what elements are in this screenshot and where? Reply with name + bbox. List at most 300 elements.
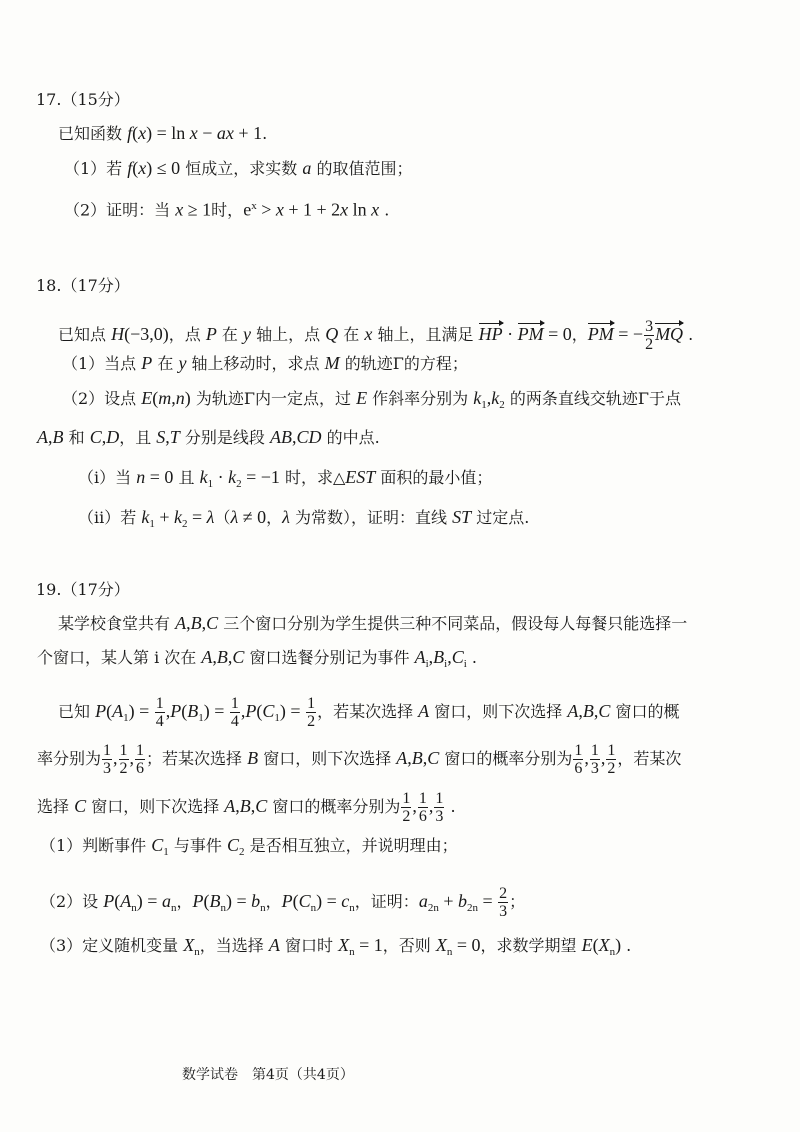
fraction-numerator: 1 (307, 695, 316, 712)
math-variable: P (141, 353, 153, 373)
fraction (102, 742, 112, 777)
text: ； (509, 892, 526, 911)
math-symbol: ) = (279, 701, 306, 721)
math-variable: x (175, 199, 184, 220)
fraction (434, 790, 444, 825)
text: ，否则 (382, 936, 436, 955)
math-variable: x (138, 123, 147, 143)
math-symbol: , (428, 647, 434, 667)
math-variable: P (170, 701, 182, 721)
math-variable: C (74, 796, 87, 816)
math-variable: B (247, 748, 259, 768)
math-symbol: , (584, 748, 589, 768)
math-variable: P (192, 891, 204, 911)
math-variable: C (89, 427, 102, 447)
fraction-denominator: 2 (607, 760, 616, 777)
text: （i）当 (78, 468, 137, 487)
text: 为常数），证明：直线 (289, 508, 453, 527)
math-symbol: ( (152, 388, 159, 408)
subscript: 2 (236, 478, 242, 491)
fraction-denominator: 3 (499, 903, 508, 920)
math-symbol: , (600, 748, 606, 768)
math-symbol: , (412, 796, 417, 816)
math-variable: x (138, 158, 147, 178)
page-footer (182, 1065, 354, 1085)
subscript: n (446, 946, 453, 959)
math-variable: λ (206, 507, 215, 527)
math-symbol: = 0 (543, 324, 572, 344)
text: . (379, 200, 390, 220)
math-symbol: + (438, 891, 458, 911)
math-symbol: e (243, 199, 252, 220)
text: . (445, 797, 456, 816)
subscript: 1 (123, 712, 129, 725)
question-19-given-3 (37, 790, 456, 825)
math-variable: CD (296, 427, 322, 447)
math-variable: x (275, 199, 284, 220)
fraction-numerator: 1 (230, 695, 239, 712)
fraction-denominator: 4 (155, 713, 164, 730)
math-symbol: , (407, 748, 412, 768)
text: 是否相互独立，并说明理由； (244, 836, 458, 855)
text: ， (265, 892, 282, 911)
fraction (573, 742, 583, 777)
math-variable: B (190, 613, 202, 633)
text: ，当选择 (199, 936, 269, 955)
fraction (230, 695, 240, 730)
text: 窗口时 (279, 936, 339, 955)
question-19-stem-2 (37, 647, 477, 674)
math-symbol: = 0 (452, 935, 481, 955)
subscript: 1 (163, 846, 169, 859)
text: 窗口，则下次选择 (429, 702, 568, 721)
math-variable: x (340, 199, 349, 220)
text: 率分别为 (37, 749, 102, 768)
text: 窗口，则下次选择 (258, 749, 397, 768)
subscript: n (220, 902, 226, 915)
math-variable: B (216, 647, 228, 667)
question-19-given-2 (37, 742, 681, 777)
fraction-numerator: 1 (119, 742, 128, 759)
text: 已知函数 (58, 124, 128, 143)
math-symbol: , (235, 796, 240, 816)
math-variable: a (418, 891, 428, 911)
math-variable: C (298, 891, 311, 911)
math-variable: A (418, 701, 430, 721)
text: 时， (211, 200, 244, 220)
math-symbol: , (186, 613, 191, 633)
text: 窗口的概率分别为 (267, 797, 401, 816)
math-variable: B (239, 796, 251, 816)
math-symbol: ( (114, 891, 121, 911)
text: ，证明： (354, 892, 419, 911)
math-variable: n (136, 467, 146, 487)
math-variable: X (338, 935, 350, 955)
math-variable: k (141, 507, 150, 527)
math-variable: E (141, 388, 153, 408)
fraction-denominator: 2 (402, 808, 411, 825)
math-variable: Q (325, 324, 339, 344)
text: 窗口的概 (610, 702, 680, 721)
math-symbol: , (486, 388, 492, 408)
math-variable: D (106, 427, 120, 447)
text: ， (176, 892, 193, 911)
math-variable: S (156, 427, 166, 447)
math-variable: C (255, 796, 268, 816)
math-variable: C (427, 748, 440, 768)
math-symbol: , (201, 613, 207, 633)
math-variable: ST (452, 507, 472, 527)
math-symbol: ) = (136, 891, 162, 911)
vector: HP (478, 324, 503, 344)
text: 在 (338, 325, 365, 344)
math-variable: c (341, 891, 350, 911)
math-symbol: ( (181, 701, 188, 721)
text: 恒成立，求实数 (180, 159, 303, 178)
text: 轴上，点 (251, 325, 326, 344)
math-variable: ax (216, 123, 234, 143)
math-variable: A (37, 427, 48, 447)
text: （ii）若 (78, 508, 142, 527)
math-variable: A (120, 891, 132, 911)
math-variable: C (598, 701, 611, 721)
text: ，点 (168, 325, 206, 344)
fraction-denominator: 2 (307, 713, 316, 730)
math-variable: k (473, 388, 482, 408)
text: 已知点 (58, 325, 112, 344)
text: ，且 (119, 428, 157, 447)
fraction (155, 695, 165, 730)
math-variable: P (103, 891, 115, 911)
text: ，若某次 (617, 749, 682, 768)
vector: PM (587, 324, 614, 344)
question-17-header (36, 90, 130, 110)
superscript: x (251, 200, 257, 212)
question-19-given-1 (58, 695, 679, 730)
question-17-part-1 (64, 158, 412, 179)
math-variable: C (451, 647, 464, 667)
text: 在 (216, 325, 244, 344)
math-variable: B (582, 701, 594, 721)
fraction-numerator: 1 (590, 742, 599, 759)
subscript: 1 (207, 478, 214, 491)
subscript: 1 (481, 399, 487, 412)
math-symbol: = 1 (354, 935, 383, 955)
math-variable: k (173, 507, 182, 527)
math-symbol: ( (256, 701, 263, 721)
question-19-stem-1 (58, 613, 687, 634)
math-symbol: , (447, 647, 452, 667)
math-variable: B (187, 701, 199, 721)
math-symbol: ln (348, 199, 372, 220)
question-19-part-2 (40, 885, 525, 920)
math-symbol: = 0 (145, 467, 174, 487)
math-variable: k (199, 467, 208, 487)
math-symbol: , (165, 701, 171, 721)
math-variable: P (245, 701, 257, 721)
text: ， (571, 325, 588, 344)
fraction-numerator: 1 (103, 742, 112, 759)
text: 已知 (58, 702, 96, 721)
subscript: n (609, 946, 616, 959)
subscript: 2 (239, 846, 245, 859)
question-19-part-1 (40, 835, 458, 862)
text: 的轨迹Γ的方程； (339, 354, 468, 373)
math-symbol: ) = ln (146, 123, 190, 143)
subscript: 2n (466, 902, 478, 915)
fraction-numerator: 2 (499, 885, 508, 902)
text: 过定点. (471, 508, 530, 527)
text: （2）设 (40, 892, 104, 911)
subscript: n (349, 946, 355, 959)
text: 18.（17分） (36, 276, 130, 295)
text: 的中点. (321, 428, 380, 447)
fraction (306, 695, 316, 730)
question-18-part-2a (62, 388, 681, 415)
math-variable: E (581, 935, 593, 955)
math-variable: AB (270, 427, 292, 447)
math-symbol: ( (203, 891, 210, 911)
math-variable: A (567, 701, 579, 721)
text: 的两条直线交轨迹Γ于点 (504, 389, 681, 408)
text: 在 (152, 354, 179, 373)
math-variable: C (151, 835, 164, 855)
subscript: n (310, 902, 317, 915)
fraction-denominator: 6 (574, 760, 583, 777)
math-variable: X (183, 935, 195, 955)
fraction (418, 790, 428, 825)
question-18-part-2b (37, 427, 380, 448)
fraction-denominator: 3 (590, 760, 599, 777)
math-symbol: = − (613, 324, 644, 344)
math-variable: f (127, 158, 133, 178)
vector: PM (517, 324, 544, 344)
math-symbol: ) (615, 935, 622, 955)
math-symbol: , (101, 427, 107, 447)
math-variable: k (491, 388, 500, 408)
text: 轴上，且满足 (372, 325, 479, 344)
math-variable: m (158, 388, 172, 408)
math-symbol: ≥ 1 (183, 199, 212, 220)
question-18-header (36, 276, 130, 296)
vector: MQ (655, 324, 684, 344)
math-symbol: ) (184, 388, 191, 408)
text: 数学试卷 第4页（共4页） (182, 1067, 354, 1083)
math-variable: b (457, 891, 467, 911)
fraction (119, 742, 129, 777)
math-variable: k (228, 467, 237, 487)
subscript: 1 (274, 712, 280, 725)
question-19-part-3 (40, 935, 631, 962)
math-variable: P (281, 891, 293, 911)
subscript: n (194, 946, 200, 959)
math-variable: A (224, 796, 236, 816)
text: . (621, 936, 632, 955)
question-17-stem (58, 123, 267, 144)
math-symbol: , (428, 796, 434, 816)
math-symbol: + (154, 507, 174, 527)
text: ，求数学期望 (480, 936, 582, 955)
math-symbol: , (227, 647, 233, 667)
math-variable: y (178, 353, 187, 373)
math-variable: λ (282, 507, 290, 527)
text: 某学校食堂共有 (58, 614, 176, 633)
math-variable: M (324, 353, 340, 373)
fraction (644, 318, 654, 353)
math-variable: C (262, 701, 275, 721)
fraction-denominator: 2 (119, 760, 128, 777)
fraction (401, 790, 411, 825)
math-variable: P (95, 701, 107, 721)
fraction-numerator: 3 (645, 318, 654, 335)
math-variable: b (251, 891, 261, 911)
math-variable: a (302, 158, 312, 178)
math-variable: H (111, 324, 125, 344)
text: （3）定义随机变量 (40, 936, 184, 955)
math-variable: A (201, 647, 213, 667)
math-symbol: ) = (203, 701, 229, 721)
math-symbol: , (292, 427, 297, 447)
math-symbol: , (171, 388, 176, 408)
text: 作斜率分别为 (367, 389, 474, 408)
text: 分别是线段 (179, 428, 270, 447)
math-symbol: > (256, 199, 276, 220)
math-symbol: (−3,0) (124, 324, 169, 344)
math-variable: C (226, 835, 239, 855)
subscript: 1 (149, 518, 155, 531)
subscript: 2 (499, 399, 505, 412)
math-symbol: ( (292, 891, 299, 911)
text: 窗口，则下次选择 (86, 797, 225, 816)
text: 19.（17分） (36, 580, 130, 599)
subscript: i (463, 658, 467, 671)
math-symbol: = (477, 891, 498, 911)
math-symbol: ) = (316, 891, 342, 911)
math-variable: n (175, 388, 185, 408)
math-symbol: = (187, 507, 207, 527)
math-symbol: · (213, 467, 229, 487)
subscript: i (444, 658, 448, 671)
text: ， (266, 508, 283, 527)
math-symbol: , (593, 701, 599, 721)
math-variable: B (52, 427, 64, 447)
fraction (606, 742, 616, 777)
math-variable: C (206, 613, 219, 633)
math-symbol: ) ≤ 0 (146, 158, 181, 178)
math-symbol: − (197, 123, 217, 143)
math-variable: A (112, 701, 124, 721)
math-variable: a (161, 891, 171, 911)
math-symbol: + 1 (233, 123, 263, 143)
text: 时，求△ (279, 468, 346, 487)
math-symbol: , (113, 748, 118, 768)
question-18-part-ii (78, 507, 529, 534)
text: （1）判断事件 (40, 836, 152, 855)
fraction-numerator: 1 (136, 742, 145, 759)
math-variable: T (169, 427, 180, 447)
fraction-denominator: 3 (435, 808, 444, 825)
fraction-numerator: 1 (418, 790, 427, 807)
text: 窗口的概率分别为 (439, 749, 573, 768)
text: （ (214, 508, 231, 527)
math-variable: A (175, 613, 187, 633)
subscript: n (131, 902, 137, 915)
math-variable: A (414, 647, 426, 667)
math-symbol: ( (132, 123, 139, 143)
math-variable: E (356, 388, 368, 408)
question-17-part-2 (64, 196, 389, 220)
math-variable: x (189, 123, 198, 143)
math-variable: B (433, 647, 445, 667)
math-symbol: + 1 + 2 (283, 199, 341, 220)
subscript: n (349, 902, 355, 915)
subscript: n (170, 902, 177, 915)
text: （1）若 (64, 159, 128, 178)
text: 的取值范围； (311, 159, 413, 178)
fraction-denominator: 3 (103, 760, 112, 777)
math-variable: A (268, 935, 280, 955)
subscript: 2 (181, 518, 188, 531)
math-variable: B (209, 891, 221, 911)
math-symbol: , (212, 647, 217, 667)
fraction-denominator: 2 (645, 336, 654, 353)
subscript: n (260, 902, 266, 915)
fraction-numerator: 1 (155, 695, 164, 712)
text: 面积的最小值； (375, 468, 493, 487)
math-variable: X (598, 935, 610, 955)
text: 轴上移动时，求点 (186, 354, 325, 373)
fraction-denominator: 6 (136, 760, 145, 777)
subscript: 2n (427, 902, 439, 915)
text: （2）证明：当 (64, 200, 176, 220)
question-18-part-i (78, 467, 492, 494)
math-symbol: = −1 (241, 467, 280, 487)
text: 个窗口，某人第 i 次在 (37, 648, 202, 667)
math-variable: B (411, 748, 423, 768)
fraction-numerator: 1 (435, 790, 444, 807)
math-symbol: ≠ 0 (238, 507, 267, 527)
math-variable: y (243, 324, 252, 344)
math-variable: f (127, 123, 133, 143)
text: . (683, 325, 694, 344)
math-symbol: , (250, 796, 256, 816)
math-symbol: ( (592, 935, 599, 955)
math-symbol: , (48, 427, 53, 447)
text: 选择 (37, 797, 75, 816)
math-symbol: , (240, 701, 246, 721)
fraction-denominator: 4 (230, 713, 239, 730)
math-symbol: ( (106, 701, 113, 721)
math-symbol: , (165, 427, 170, 447)
text: . (466, 648, 477, 667)
math-symbol: ( (132, 158, 139, 178)
math-symbol: , (129, 748, 135, 768)
text: 三个窗口分别为学生提供三种不同菜品，假设每人每餐只能选择一 (218, 614, 688, 633)
text: （2）设点 (62, 389, 142, 408)
text: 为轨迹Γ内一定点，过 (190, 389, 357, 408)
math-variable: x (364, 324, 373, 344)
text: 与事件 (168, 836, 227, 855)
text: ；若某次选择 (146, 749, 248, 768)
fraction (498, 885, 508, 920)
math-variable: C (232, 647, 245, 667)
math-variable: P (205, 324, 217, 344)
fraction (135, 742, 145, 777)
text: （1）当点 (62, 354, 142, 373)
question-19-header (36, 580, 130, 600)
text: 和 (63, 428, 90, 447)
math-symbol: ) = (225, 891, 252, 911)
